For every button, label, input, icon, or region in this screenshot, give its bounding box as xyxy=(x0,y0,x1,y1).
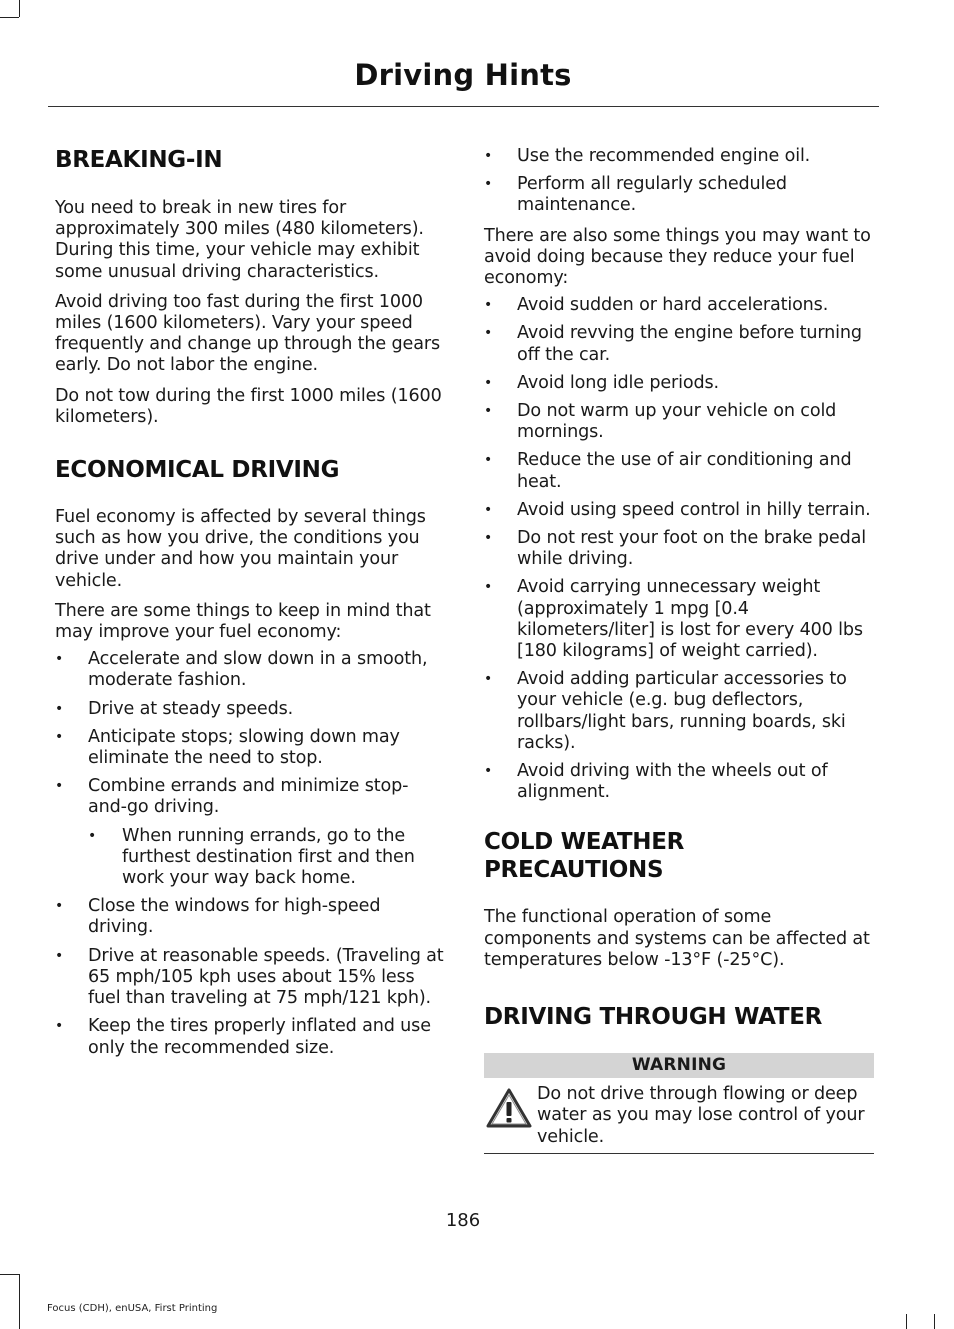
list-item xyxy=(484,174,874,216)
list-item xyxy=(55,699,445,720)
warning-body xyxy=(484,1078,874,1154)
section-heading-line: COLD WEATHER xyxy=(484,829,685,856)
list-item-text: Avoid adding particular accessories to your vehicle (e.g. bug deflectors, rollbars/light bars, running boards, ski racks). xyxy=(517,669,847,753)
title-divider xyxy=(48,106,879,107)
list-item xyxy=(484,669,874,754)
section-heading: DRIVING THROUGH WATER xyxy=(484,1004,823,1031)
bullet-icon: • xyxy=(484,530,493,547)
list-item-text: Avoid driving with the wheels out of alignment. xyxy=(517,761,828,803)
economical-driving-section xyxy=(55,456,445,1059)
maintenance-list xyxy=(484,146,874,217)
bullet-icon: • xyxy=(484,176,493,193)
publication-footer: Focus (CDH), enUSA, First Printing xyxy=(47,1303,218,1314)
list-item-text: Perform all regularly scheduled maintenance. xyxy=(517,174,787,216)
bullet-icon: • xyxy=(55,778,64,795)
section-heading: ECONOMICAL DRIVING xyxy=(55,457,340,484)
list-item-text: Combine errands and minimize stop-and-go driving. xyxy=(88,776,409,818)
list-item-text: Avoid sudden or hard accelerations. xyxy=(517,295,829,316)
warning-label: WARNING xyxy=(484,1053,874,1078)
paragraph: There are some things to keep in mind that may improve your fuel economy: xyxy=(55,600,431,643)
list-item-text: Avoid carrying unnecessary weight (approximately 1 mpg [0.4 kilometers/liter] is lost for every 400 lbs [180 kilograms] of weight carried). xyxy=(517,577,863,662)
section-heading-line: PRECAUTIONS xyxy=(484,857,664,884)
right-column xyxy=(484,146,874,1154)
paragraph: There are also some things you may want to avoid doing because they reduce your fuel economy: xyxy=(484,225,871,289)
list-item xyxy=(484,401,874,443)
list-item-text: Reduce the use of air conditioning and heat. xyxy=(517,450,852,492)
sub-list-item xyxy=(88,826,445,890)
bullet-icon: • xyxy=(484,148,493,164)
paragraph: Fuel economy is affected by several things such as how you drive, the conditions you drive under and how you maintain your vehicle. xyxy=(55,507,426,591)
list-item-text: When running errands, go to the furthest destination first and then work your way back home. xyxy=(122,825,415,889)
warning-box xyxy=(484,1053,874,1154)
list-item-text: Do not warm up your vehicle on cold mornings. xyxy=(517,401,837,443)
left-column xyxy=(55,140,445,1068)
list-item-text: Avoid using speed control in hilly terrain. xyxy=(517,499,871,520)
page-title: Driving Hints xyxy=(354,58,572,92)
list-item xyxy=(55,776,445,889)
list-item xyxy=(484,528,874,570)
breaking-in-section xyxy=(55,146,445,428)
crop-mark xyxy=(0,17,19,18)
bullet-icon: • xyxy=(55,728,64,745)
bullet-icon: • xyxy=(88,827,97,844)
paragraph: The functional operation of some components and systems can be affected at temperatures below -13°F (-25°C). xyxy=(484,907,870,970)
list-item-text: Avoid long idle periods. xyxy=(517,372,719,393)
list-item-text: Accelerate and slow down in a smooth, moderate fashion. xyxy=(88,649,428,691)
list-item xyxy=(484,295,874,316)
bullet-icon: • xyxy=(55,947,64,964)
list-item xyxy=(484,577,874,662)
list-item-text: Use the recommended engine oil. xyxy=(517,146,811,166)
bullet-icon: • xyxy=(484,452,493,469)
sub-list xyxy=(88,826,445,890)
list-item-text: Do not rest your foot on the brake pedal while driving. xyxy=(517,528,866,570)
list-item xyxy=(55,649,445,691)
bullet-icon: • xyxy=(55,700,64,717)
crop-mark xyxy=(934,1314,935,1329)
cold-weather-section xyxy=(484,828,874,971)
list-item xyxy=(484,761,874,803)
list-item xyxy=(55,1016,445,1058)
list-item-text: Drive at reasonable speeds. (Traveling at 65 mph/105 kph uses about 15% less fuel than traveling at 75 mph/121 kph). xyxy=(88,945,444,1009)
list-item-text: Close the windows for high-speed driving. xyxy=(88,896,381,938)
avoid-list xyxy=(484,295,874,803)
paragraph: Avoid driving too fast during the first 1000 miles (1600 kilometers). Vary your speed frequently and change up through the gears early. Do not labor the engine. xyxy=(55,291,440,376)
list-item-text: Keep the tires properly inflated and use only the recommended size. xyxy=(88,1016,431,1058)
bullet-icon: • xyxy=(55,651,64,668)
bullet-icon: • xyxy=(484,763,493,780)
warning-triangle-icon xyxy=(485,1087,533,1129)
bullet-icon: • xyxy=(484,325,493,342)
section-heading: BREAKING-IN xyxy=(55,147,223,173)
paragraph: You need to break in new tires for approximately 300 miles (480 kilometers). During this time, your vehicle may exhibit some unusual driving characteristics. xyxy=(55,198,424,282)
list-item xyxy=(55,946,445,1010)
crop-mark xyxy=(19,1274,20,1329)
list-item xyxy=(484,146,874,167)
bullet-icon: • xyxy=(484,374,493,391)
crop-mark xyxy=(906,1314,907,1329)
list-item xyxy=(484,373,874,394)
list-item xyxy=(55,727,445,769)
list-item xyxy=(484,323,874,365)
paragraph: Do not tow during the first 1000 miles (1600 kilometers). xyxy=(55,385,442,427)
bullet-icon: • xyxy=(484,579,493,596)
bullet-icon: • xyxy=(484,297,493,314)
bullet-icon: • xyxy=(484,671,493,688)
list-item xyxy=(484,500,874,521)
list-item-text: Drive at steady speeds. xyxy=(88,698,294,719)
driving-through-water-section xyxy=(484,1003,874,1154)
page-number: 186 xyxy=(445,1210,481,1231)
warning-text: Do not drive through flowing or deep water as you may lose control of your vehicle. xyxy=(537,1084,865,1147)
list-item-text: Avoid revving the engine before turning off the car. xyxy=(517,323,862,365)
crop-mark xyxy=(19,0,20,17)
list-item xyxy=(55,896,445,938)
bullet-icon: • xyxy=(484,403,493,420)
bullet-icon: • xyxy=(55,1018,64,1035)
section-heading xyxy=(484,828,874,884)
tips-list xyxy=(55,649,445,1058)
list-item xyxy=(484,450,874,492)
crop-mark xyxy=(0,1274,19,1275)
bullet-icon: • xyxy=(484,501,493,518)
list-item-text: Anticipate stops; slowing down may eliminate the need to stop. xyxy=(88,726,400,769)
bullet-icon: • xyxy=(55,898,64,915)
